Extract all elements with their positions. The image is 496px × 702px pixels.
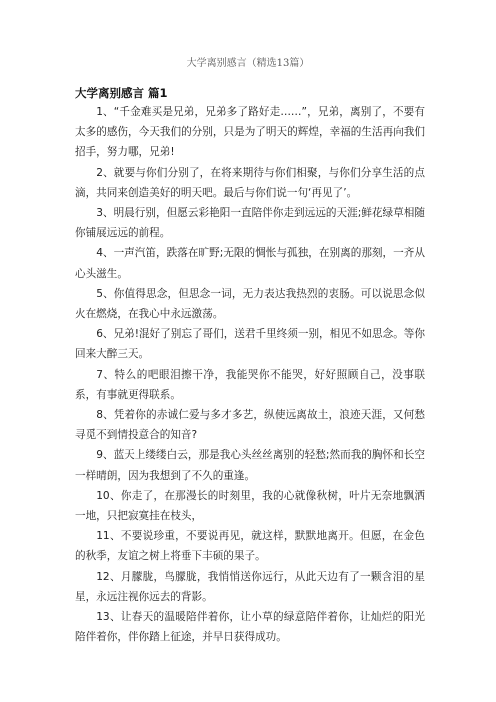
paragraph-4: 4、一声汽笛，跌落在旷野;无限的惆怅与孤独，在别离的那刻，一齐从心头滋生。: [75, 247, 425, 280]
document-body: [75, 102, 425, 647]
document-title: 大学离别感言（精选13篇）: [186, 58, 310, 69]
paragraph-8: 8、凭着你的赤诚仁爱与多才多艺，纵使远离故土，浪迹天涯，又何愁寻觅不到情投意合的知音?: [75, 409, 425, 442]
paragraph-9: 9、蓝天上缕缕白云，那是我心头丝丝离别的轻愁;然而我的胸怀和长空一样晴朗，因为我想到了不久的重逢。: [75, 449, 425, 482]
paragraph-1: 1、“千金难买是兄弟，兄弟多了路好走……”，兄弟，离别了，不要有太多的感伤，今天我们的分别，只是为了明天的辉煌，幸福的生活再向我们招手，努力哪，兄弟!: [75, 106, 425, 159]
paragraph-5: 5、你值得思念，但思念一词，无力表达我热烈的衷肠。可以说思念似火在燃烧，在我心中永远激荡。: [75, 287, 425, 321]
section-heading: 大学离别感言 篇1: [75, 86, 168, 100]
paragraph-3: 3、明晨行别，但愿云彩艳阳一直陪伴你走到远远的天涯;鲜花绿草相随你铺展远远的前程。: [75, 207, 425, 240]
paragraph-6: 6、兄弟!混好了别忘了哥们，送君千里终须一别，相见不如思念。等你回来大醉三天。: [75, 328, 425, 361]
paragraph-7: 7、特么的吧眼泪擦干净，我能哭你不能哭，好好照顾自己，没事联系，有事就更得联系。: [75, 368, 425, 401]
paragraph-13: 13、让春天的温暖陪伴着你，让小草的绿意陪伴着你，让灿烂的阳光陪伴着你，伴你踏上征途，并早日获得成功。: [75, 611, 425, 644]
paragraph-12: 12、月朦胧，鸟朦胧，我悄悄送你远行，从此天边有了一颗含泪的星星，永远注视你远去的背影。: [75, 570, 425, 603]
paragraph-10: 10、你走了，在那漫长的时刻里，我的心就像秋树，叶片无奈地飘洒一地，只把寂寞挂在枝头，: [75, 489, 425, 523]
paragraph-11: 11、不要说珍重，不要说再见，就这样，默默地离开。但愿，在金色的秋季，友谊之树上将垂下丰硕的果子。: [75, 530, 425, 563]
paragraph-2: 2、就要与你们分别了，在将来期待与你们相聚，与你们分享生活的点滴，共同来创造美好的明天吧。最后与你们说一句‘再见了’。: [75, 166, 425, 199]
